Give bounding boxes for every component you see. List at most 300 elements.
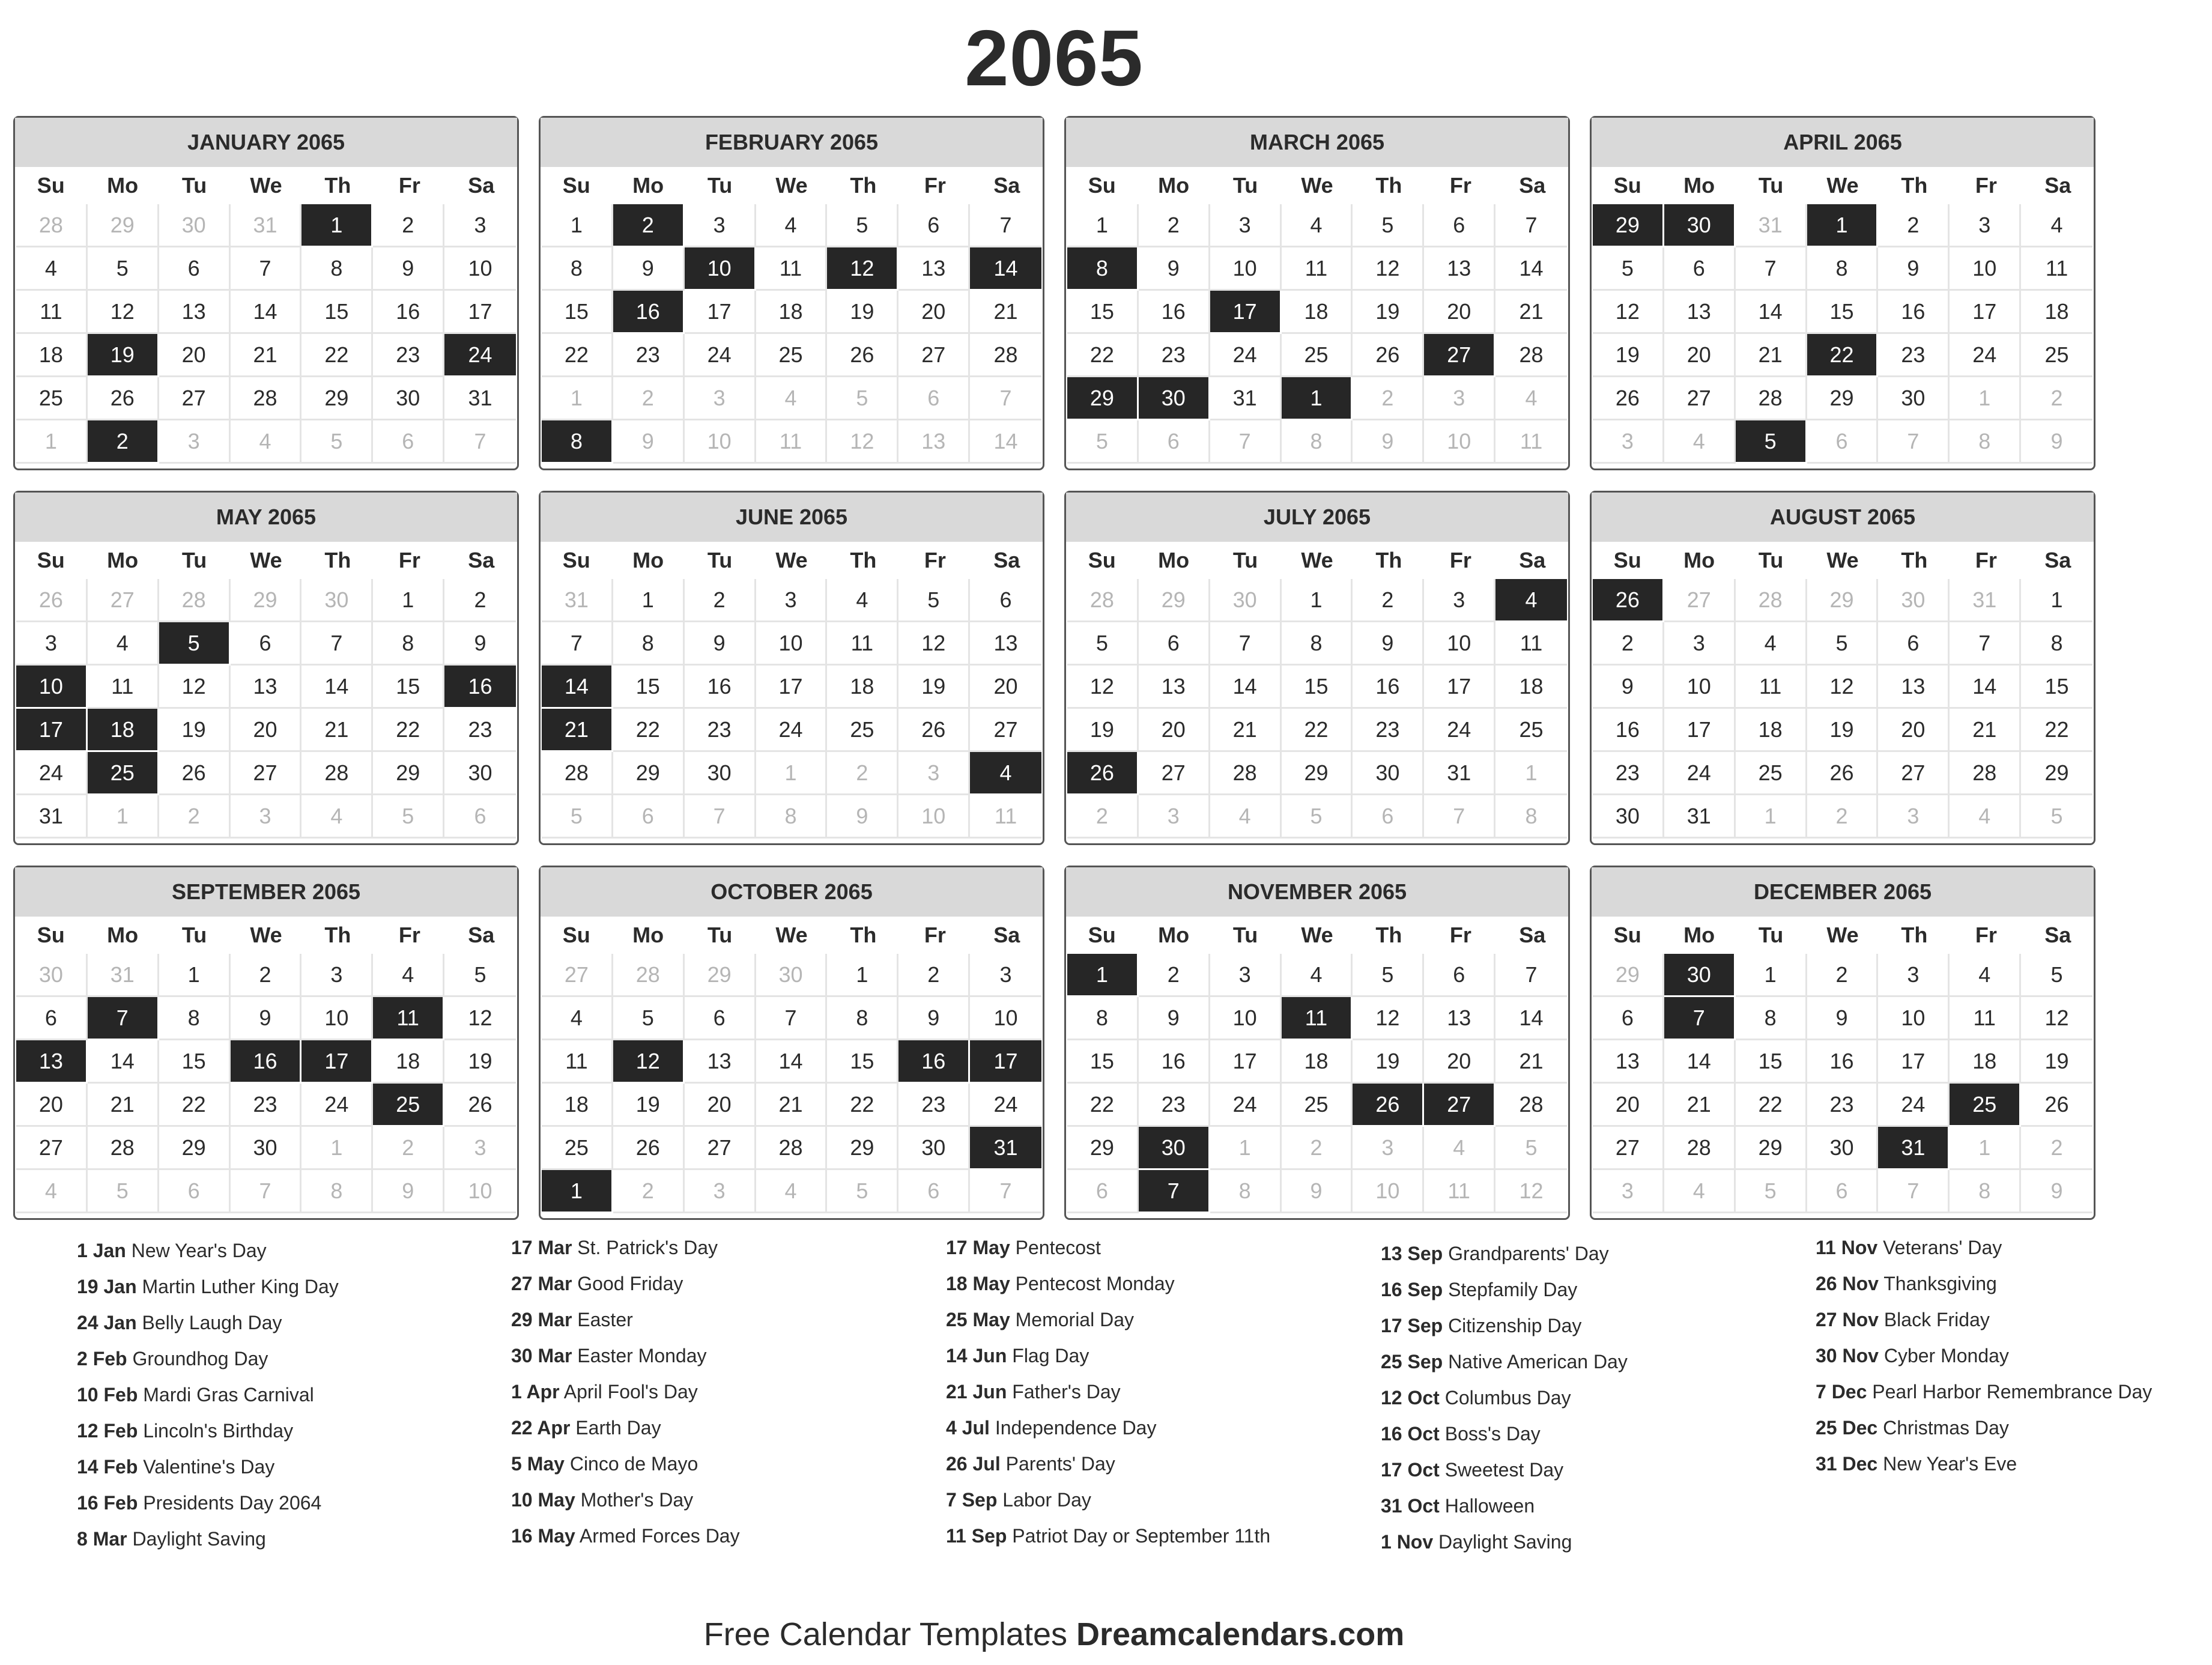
day-cell: 20 (970, 666, 1041, 709)
weekday-label: Mo (1158, 548, 1190, 572)
holiday-column (511, 1234, 908, 1559)
holiday-day-cell: 8 (542, 420, 613, 464)
weekday-label: Th (1375, 548, 1402, 572)
weekday-label: Fr (398, 923, 420, 947)
weekday-label: Su (1088, 173, 1116, 198)
weekday-label: Fr (924, 923, 946, 947)
month-calendar (1064, 116, 1570, 470)
day-cell: 12 (159, 666, 231, 709)
weekday-label: Sa (1519, 548, 1546, 572)
weekday-label: Su (562, 923, 590, 947)
month-calendar (13, 866, 519, 1220)
day-cell: 13 (898, 247, 970, 291)
day-cell: 19 (898, 666, 970, 709)
day-cell: 3 (444, 204, 516, 247)
holiday-item (77, 1273, 473, 1300)
day-cell: 11 (756, 247, 828, 291)
day-cell: 24 (1878, 1084, 1950, 1127)
day-cell: 30 (1593, 795, 1664, 839)
day-cell: 3 (756, 579, 828, 622)
day-cell: 31 (16, 795, 88, 839)
weekday-row (541, 542, 1043, 579)
day-grid (15, 579, 517, 839)
adjacent-month-day-cell: 6 (1353, 795, 1424, 839)
day-cell: 9 (1807, 997, 1879, 1040)
holiday-day-cell: 29 (1593, 204, 1664, 247)
day-cell: 5 (827, 204, 898, 247)
holiday-name: Sweetest Day (1444, 1459, 1564, 1481)
holiday-item (77, 1526, 473, 1553)
adjacent-month-day-cell: 29 (1807, 579, 1879, 622)
day-cell: 30 (685, 752, 756, 795)
holiday-day-cell: 1 (542, 1170, 613, 1213)
day-cell: 18 (756, 291, 828, 334)
day-cell: 23 (231, 1084, 302, 1127)
day-cell: 1 (542, 204, 613, 247)
day-cell: 19 (613, 1084, 685, 1127)
footer-brand-link[interactable]: Dreamcalendars.com (1076, 1616, 1405, 1652)
day-cell: 3 (301, 954, 373, 997)
weekday-label: Th (1901, 548, 1928, 572)
day-cell: 23 (1139, 1084, 1210, 1127)
holiday-day-cell: 7 (1139, 1170, 1210, 1213)
day-cell: 8 (1282, 622, 1353, 666)
day-cell: 22 (542, 334, 613, 377)
day-cell: 11 (16, 291, 88, 334)
day-cell: 2 (1139, 954, 1210, 997)
adjacent-month-day-cell: 8 (1495, 795, 1567, 839)
day-cell: 11 (1282, 247, 1353, 291)
adjacent-month-day-cell: 5 (542, 795, 613, 839)
adjacent-month-day-cell: 28 (16, 204, 88, 247)
holiday-day-cell: 16 (444, 666, 516, 709)
adjacent-month-day-cell: 11 (1495, 420, 1567, 464)
holiday-day-cell: 30 (1139, 1127, 1210, 1170)
day-cell: 26 (444, 1084, 516, 1127)
holiday-item (946, 1306, 1342, 1333)
day-cell: 5 (1067, 622, 1139, 666)
weekday-label: Tu (707, 923, 733, 947)
day-cell: 8 (1807, 247, 1879, 291)
day-cell: 25 (1282, 334, 1353, 377)
holiday-date: 11 Sep (946, 1525, 1007, 1547)
adjacent-month-day-cell: 9 (1282, 1170, 1353, 1213)
day-cell: 25 (16, 377, 88, 420)
holiday-name: Good Friday (577, 1273, 683, 1294)
weekday-row (1592, 542, 2094, 579)
day-cell: 11 (827, 622, 898, 666)
day-cell: 29 (1736, 1127, 1807, 1170)
day-grid (15, 204, 517, 464)
weekday-label: We (775, 923, 808, 947)
holiday-name: Memorial Day (1015, 1309, 1134, 1330)
month-title: SEPTEMBER 2065 (15, 867, 517, 917)
day-cell: 13 (159, 291, 231, 334)
month-title: FEBRUARY 2065 (541, 118, 1043, 167)
weekday-label: We (1301, 173, 1333, 198)
adjacent-month-day-cell: 5 (827, 1170, 898, 1213)
adjacent-month-day-cell: 2 (373, 1127, 444, 1170)
holiday-item (946, 1451, 1342, 1478)
weekday-label: Th (1375, 173, 1402, 198)
adjacent-month-day-cell: 5 (2021, 795, 2092, 839)
adjacent-month-day-cell: 12 (1495, 1170, 1567, 1213)
adjacent-month-day-cell: 2 (1282, 1127, 1353, 1170)
day-cell: 15 (1067, 291, 1139, 334)
holiday-day-cell: 27 (1424, 1084, 1495, 1127)
adjacent-month-day-cell: 31 (231, 204, 302, 247)
holiday-date: 1 Nov (1381, 1531, 1434, 1553)
day-cell: 24 (1210, 1084, 1282, 1127)
day-cell: 23 (685, 709, 756, 752)
weekday-label: We (1826, 548, 1859, 572)
day-cell: 28 (1664, 1127, 1736, 1170)
holiday-name: Valentine's Day (143, 1456, 275, 1478)
adjacent-month-day-cell: 7 (1210, 420, 1282, 464)
weekday-label: Su (37, 548, 65, 572)
month-title: NOVEMBER 2065 (1066, 867, 1568, 917)
day-cell: 19 (827, 291, 898, 334)
weekday-label: Fr (398, 173, 420, 198)
day-cell: 29 (2021, 752, 2092, 795)
weekday-label: We (250, 173, 282, 198)
holiday-date: 26 Nov (1816, 1273, 1879, 1294)
month-grid (13, 116, 2095, 1220)
adjacent-month-day-cell: 5 (373, 795, 444, 839)
day-cell: 22 (373, 709, 444, 752)
day-cell: 11 (1950, 997, 2021, 1040)
day-cell: 26 (827, 334, 898, 377)
day-cell: 11 (542, 1040, 613, 1084)
adjacent-month-day-cell: 2 (2021, 1127, 2092, 1170)
day-cell: 24 (16, 752, 88, 795)
holiday-name: Columbus Day (1444, 1387, 1571, 1409)
day-cell: 2 (373, 204, 444, 247)
holiday-day-cell: 2 (613, 204, 685, 247)
day-cell: 7 (231, 247, 302, 291)
day-cell: 19 (1593, 334, 1664, 377)
holiday-date: 24 Jan (77, 1312, 137, 1333)
adjacent-month-day-cell: 7 (1878, 420, 1950, 464)
adjacent-month-day-cell: 4 (16, 1170, 88, 1213)
adjacent-month-day-cell: 5 (301, 420, 373, 464)
adjacent-month-day-cell: 31 (1736, 204, 1807, 247)
day-cell: 9 (685, 622, 756, 666)
adjacent-month-day-cell: 1 (1495, 752, 1567, 795)
day-cell: 4 (16, 247, 88, 291)
holiday-item (77, 1309, 473, 1336)
day-cell: 13 (1424, 247, 1495, 291)
weekday-label: Mo (632, 173, 664, 198)
adjacent-month-day-cell: 28 (1067, 579, 1139, 622)
day-cell: 15 (301, 291, 373, 334)
day-cell: 13 (970, 622, 1041, 666)
day-cell: 6 (159, 247, 231, 291)
day-cell: 4 (1282, 204, 1353, 247)
weekday-label: Fr (1449, 173, 1471, 198)
adjacent-month-day-cell: 1 (1210, 1127, 1282, 1170)
day-cell: 17 (685, 291, 756, 334)
holiday-item (1381, 1348, 1777, 1375)
footer-text: Free Calendar Templates (703, 1616, 1077, 1652)
weekday-label: Th (850, 923, 877, 947)
weekday-label: Tu (707, 548, 733, 572)
day-cell: 12 (1807, 666, 1879, 709)
weekday-label: Sa (2044, 923, 2071, 947)
day-cell: 17 (1664, 709, 1736, 752)
day-cell: 7 (1495, 954, 1567, 997)
day-cell: 9 (613, 247, 685, 291)
holiday-date: 25 Dec (1816, 1417, 1878, 1439)
holiday-name: Black Friday (1883, 1309, 1990, 1330)
holiday-item (1816, 1415, 2212, 1442)
day-cell: 27 (898, 334, 970, 377)
day-cell: 23 (1807, 1084, 1879, 1127)
holiday-name: Belly Laugh Day (142, 1312, 282, 1333)
holiday-item (1816, 1306, 2212, 1333)
day-cell: 28 (756, 1127, 828, 1170)
day-cell: 29 (827, 1127, 898, 1170)
holiday-day-cell: 14 (542, 666, 613, 709)
adjacent-month-day-cell: 8 (756, 795, 828, 839)
holiday-name: Independence Day (995, 1417, 1157, 1439)
day-cell: 7 (756, 997, 828, 1040)
weekday-label: Sa (468, 923, 495, 947)
day-cell: 29 (159, 1127, 231, 1170)
day-cell: 9 (1139, 247, 1210, 291)
day-cell: 5 (898, 579, 970, 622)
adjacent-month-day-cell: 5 (1495, 1127, 1567, 1170)
holiday-item (946, 1378, 1342, 1406)
holiday-name: Daylight Saving (1438, 1531, 1572, 1553)
day-cell: 1 (1736, 954, 1807, 997)
day-cell: 10 (1664, 666, 1736, 709)
holiday-name: Easter Monday (577, 1345, 707, 1366)
adjacent-month-day-cell: 5 (1736, 1170, 1807, 1213)
weekday-label: Su (1088, 548, 1116, 572)
day-cell: 14 (231, 291, 302, 334)
day-cell: 30 (1353, 752, 1424, 795)
holiday-day-cell: 10 (685, 247, 756, 291)
day-cell: 12 (444, 997, 516, 1040)
adjacent-month-day-cell: 4 (1210, 795, 1282, 839)
weekday-label: Fr (1975, 548, 1997, 572)
day-grid (1066, 579, 1568, 839)
day-cell: 18 (373, 1040, 444, 1084)
day-cell: 10 (1878, 997, 1950, 1040)
month-title: DECEMBER 2065 (1592, 867, 2094, 917)
holiday-item (946, 1270, 1342, 1297)
adjacent-month-day-cell: 28 (613, 954, 685, 997)
holiday-column (946, 1234, 1342, 1559)
adjacent-month-day-cell: 4 (1495, 377, 1567, 420)
holiday-name: April Fool's Day (563, 1381, 698, 1403)
day-grid (541, 954, 1043, 1213)
holiday-day-cell: 17 (301, 1040, 373, 1084)
day-cell: 26 (88, 377, 159, 420)
day-cell: 27 (231, 752, 302, 795)
weekday-label: Mo (107, 548, 139, 572)
weekday-label: Th (1375, 923, 1402, 947)
day-cell: 15 (827, 1040, 898, 1084)
holiday-name: Parents' Day (1005, 1453, 1115, 1475)
weekday-label: Fr (1975, 173, 1997, 198)
holiday-name: Pentecost (1015, 1237, 1101, 1258)
day-cell: 15 (542, 291, 613, 334)
adjacent-month-day-cell: 1 (1950, 377, 2021, 420)
holiday-day-cell: 2 (88, 420, 159, 464)
day-cell: 16 (1878, 291, 1950, 334)
holiday-name: Father's Day (1012, 1381, 1121, 1403)
holiday-date: 18 May (946, 1273, 1010, 1294)
adjacent-month-day-cell: 3 (159, 420, 231, 464)
weekday-label: Tu (1758, 548, 1784, 572)
day-cell: 18 (1736, 709, 1807, 752)
weekday-label: Fr (924, 173, 946, 198)
adjacent-month-day-cell: 1 (88, 795, 159, 839)
day-cell: 8 (2021, 622, 2092, 666)
weekday-label: Sa (468, 173, 495, 198)
day-grid (1592, 954, 2094, 1213)
holiday-day-cell: 14 (970, 247, 1041, 291)
holiday-date: 27 Nov (1816, 1309, 1879, 1330)
adjacent-month-day-cell: 27 (542, 954, 613, 997)
adjacent-month-day-cell: 27 (1664, 579, 1736, 622)
weekday-label: Sa (2044, 548, 2071, 572)
holiday-name: Mardi Gras Carnival (143, 1384, 314, 1406)
holiday-name: Labor Day (1002, 1489, 1091, 1511)
holiday-name: Cinco de Mayo (569, 1453, 698, 1475)
day-cell: 6 (1664, 247, 1736, 291)
weekday-label: We (775, 173, 808, 198)
day-cell: 13 (685, 1040, 756, 1084)
holiday-day-cell: 26 (1353, 1084, 1424, 1127)
holiday-item (1381, 1312, 1777, 1339)
holiday-item (1381, 1240, 1777, 1267)
day-cell: 15 (373, 666, 444, 709)
holiday-name: St. Patrick's Day (577, 1237, 718, 1258)
holiday-day-cell: 29 (1067, 377, 1139, 420)
weekday-row (1066, 542, 1568, 579)
day-cell: 6 (1878, 622, 1950, 666)
holiday-date: 19 Jan (77, 1276, 137, 1297)
day-cell: 31 (1424, 752, 1495, 795)
day-cell: 6 (1593, 997, 1664, 1040)
day-cell: 12 (1353, 997, 1424, 1040)
day-cell: 23 (444, 709, 516, 752)
day-cell: 19 (1353, 1040, 1424, 1084)
day-cell: 27 (1139, 752, 1210, 795)
adjacent-month-day-cell: 3 (231, 795, 302, 839)
day-cell: 16 (1593, 709, 1664, 752)
day-cell: 9 (231, 997, 302, 1040)
month-calendar (13, 491, 519, 845)
month-title: MARCH 2065 (1066, 118, 1568, 167)
adjacent-month-day-cell: 8 (1282, 420, 1353, 464)
holiday-day-cell: 7 (1664, 997, 1736, 1040)
holiday-item (77, 1237, 473, 1264)
holiday-name: Mother's Day (580, 1489, 694, 1511)
day-cell: 27 (970, 709, 1041, 752)
day-cell: 20 (685, 1084, 756, 1127)
adjacent-month-day-cell: 6 (1139, 420, 1210, 464)
day-cell: 18 (827, 666, 898, 709)
day-cell: 5 (1353, 204, 1424, 247)
adjacent-month-day-cell: 7 (444, 420, 516, 464)
day-cell: 23 (373, 334, 444, 377)
adjacent-month-day-cell: 4 (756, 377, 828, 420)
weekday-label: Tu (1232, 923, 1258, 947)
holiday-date: 11 Nov (1816, 1237, 1878, 1258)
holiday-item (1816, 1342, 2212, 1369)
weekday-row (15, 167, 517, 204)
day-cell: 2 (898, 954, 970, 997)
holiday-item (511, 1342, 908, 1369)
adjacent-month-day-cell: 3 (1878, 795, 1950, 839)
weekday-label: Mo (632, 548, 664, 572)
holiday-name: Boss's Day (1444, 1423, 1541, 1445)
holiday-date: 17 Mar (511, 1237, 572, 1258)
day-cell: 5 (88, 247, 159, 291)
day-cell: 6 (1424, 204, 1495, 247)
day-cell: 20 (1139, 709, 1210, 752)
day-cell: 24 (301, 1084, 373, 1127)
holiday-date: 30 Mar (511, 1345, 572, 1366)
day-cell: 19 (1067, 709, 1139, 752)
day-cell: 16 (1353, 666, 1424, 709)
holiday-name: Stepfamily Day (1448, 1279, 1578, 1300)
adjacent-month-day-cell: 8 (301, 1170, 373, 1213)
day-cell: 21 (1736, 334, 1807, 377)
weekday-row (1066, 167, 1568, 204)
weekday-label: Mo (107, 923, 139, 947)
holiday-name: Christmas Day (1883, 1417, 2009, 1439)
day-cell: 13 (1593, 1040, 1664, 1084)
adjacent-month-day-cell: 28 (159, 579, 231, 622)
day-cell: 9 (1593, 666, 1664, 709)
holiday-day-cell: 12 (827, 247, 898, 291)
day-cell: 23 (1593, 752, 1664, 795)
day-cell: 10 (970, 997, 1041, 1040)
adjacent-month-day-cell: 4 (756, 1170, 828, 1213)
adjacent-month-day-cell: 6 (1807, 420, 1879, 464)
day-cell: 23 (1878, 334, 1950, 377)
weekday-label: Th (1901, 173, 1928, 198)
day-cell: 17 (1424, 666, 1495, 709)
day-cell: 14 (1495, 247, 1567, 291)
adjacent-month-day-cell: 11 (970, 795, 1041, 839)
day-cell: 4 (1736, 622, 1807, 666)
day-cell: 12 (88, 291, 159, 334)
day-grid (541, 579, 1043, 839)
adjacent-month-day-cell: 27 (88, 579, 159, 622)
day-cell: 2 (1139, 204, 1210, 247)
day-cell: 28 (88, 1127, 159, 1170)
day-cell: 19 (2021, 1040, 2092, 1084)
day-cell: 18 (542, 1084, 613, 1127)
day-cell: 12 (1067, 666, 1139, 709)
holiday-day-cell: 31 (970, 1127, 1041, 1170)
day-cell: 8 (159, 997, 231, 1040)
day-cell: 9 (1139, 997, 1210, 1040)
day-cell: 20 (1878, 709, 1950, 752)
weekday-label: We (1301, 923, 1333, 947)
day-cell: 22 (1282, 709, 1353, 752)
month-calendar (539, 491, 1044, 845)
day-cell: 11 (2021, 247, 2092, 291)
adjacent-month-day-cell: 29 (231, 579, 302, 622)
day-cell: 22 (613, 709, 685, 752)
